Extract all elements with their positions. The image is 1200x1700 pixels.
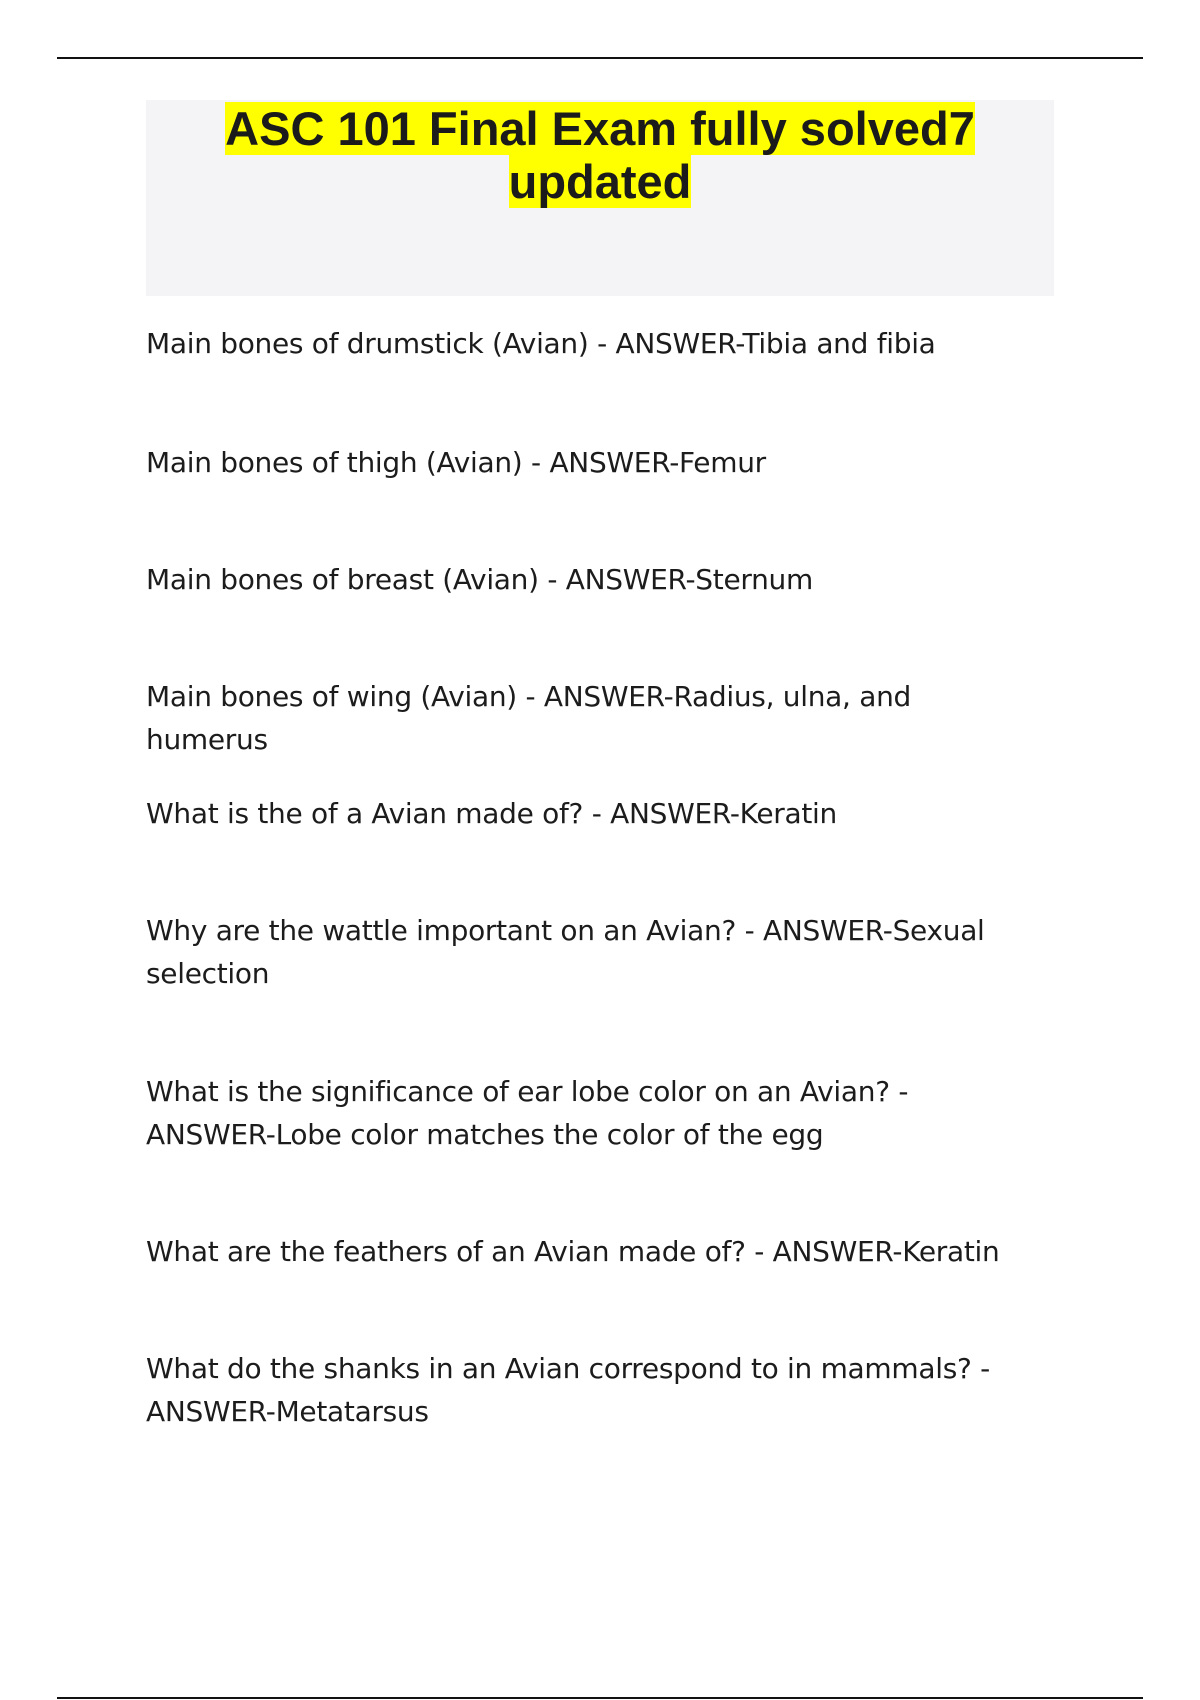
qa-item: What do the shanks in an Avian correspond to in mammals? - ANSWER-Metatarsus (146, 1352, 990, 1428)
qa-item: Main bones of wing (Avian) - ANSWER-Radius, ulna, and humerus (146, 680, 911, 756)
qa-item: Why are the wattle important on an Avian? - ANSWER-Sexual selection (146, 914, 985, 990)
qa-item: What are the feathers of an Avian made of? - ANSWER-Keratin (146, 1235, 1000, 1268)
qa-item: What is the significance of ear lobe color on an Avian? - ANSWER-Lobe color matches the color of the egg (146, 1075, 909, 1151)
qa-item: What is the of a Avian made of? - ANSWER-Keratin (146, 797, 837, 830)
qa-item: Main bones of thigh (Avian) - ANSWER-Femur (146, 446, 766, 479)
qa-item: Main bones of drumstick (Avian) - ANSWER-Tibia and fibia (146, 327, 936, 360)
top-rule (57, 57, 1143, 59)
document-title: ASC 101 Final Exam fully solved7 updated (225, 102, 975, 208)
qa-item: Main bones of breast (Avian) - ANSWER-Sternum (146, 563, 813, 596)
title-banner (146, 100, 1054, 296)
bottom-rule (57, 1697, 1143, 1699)
